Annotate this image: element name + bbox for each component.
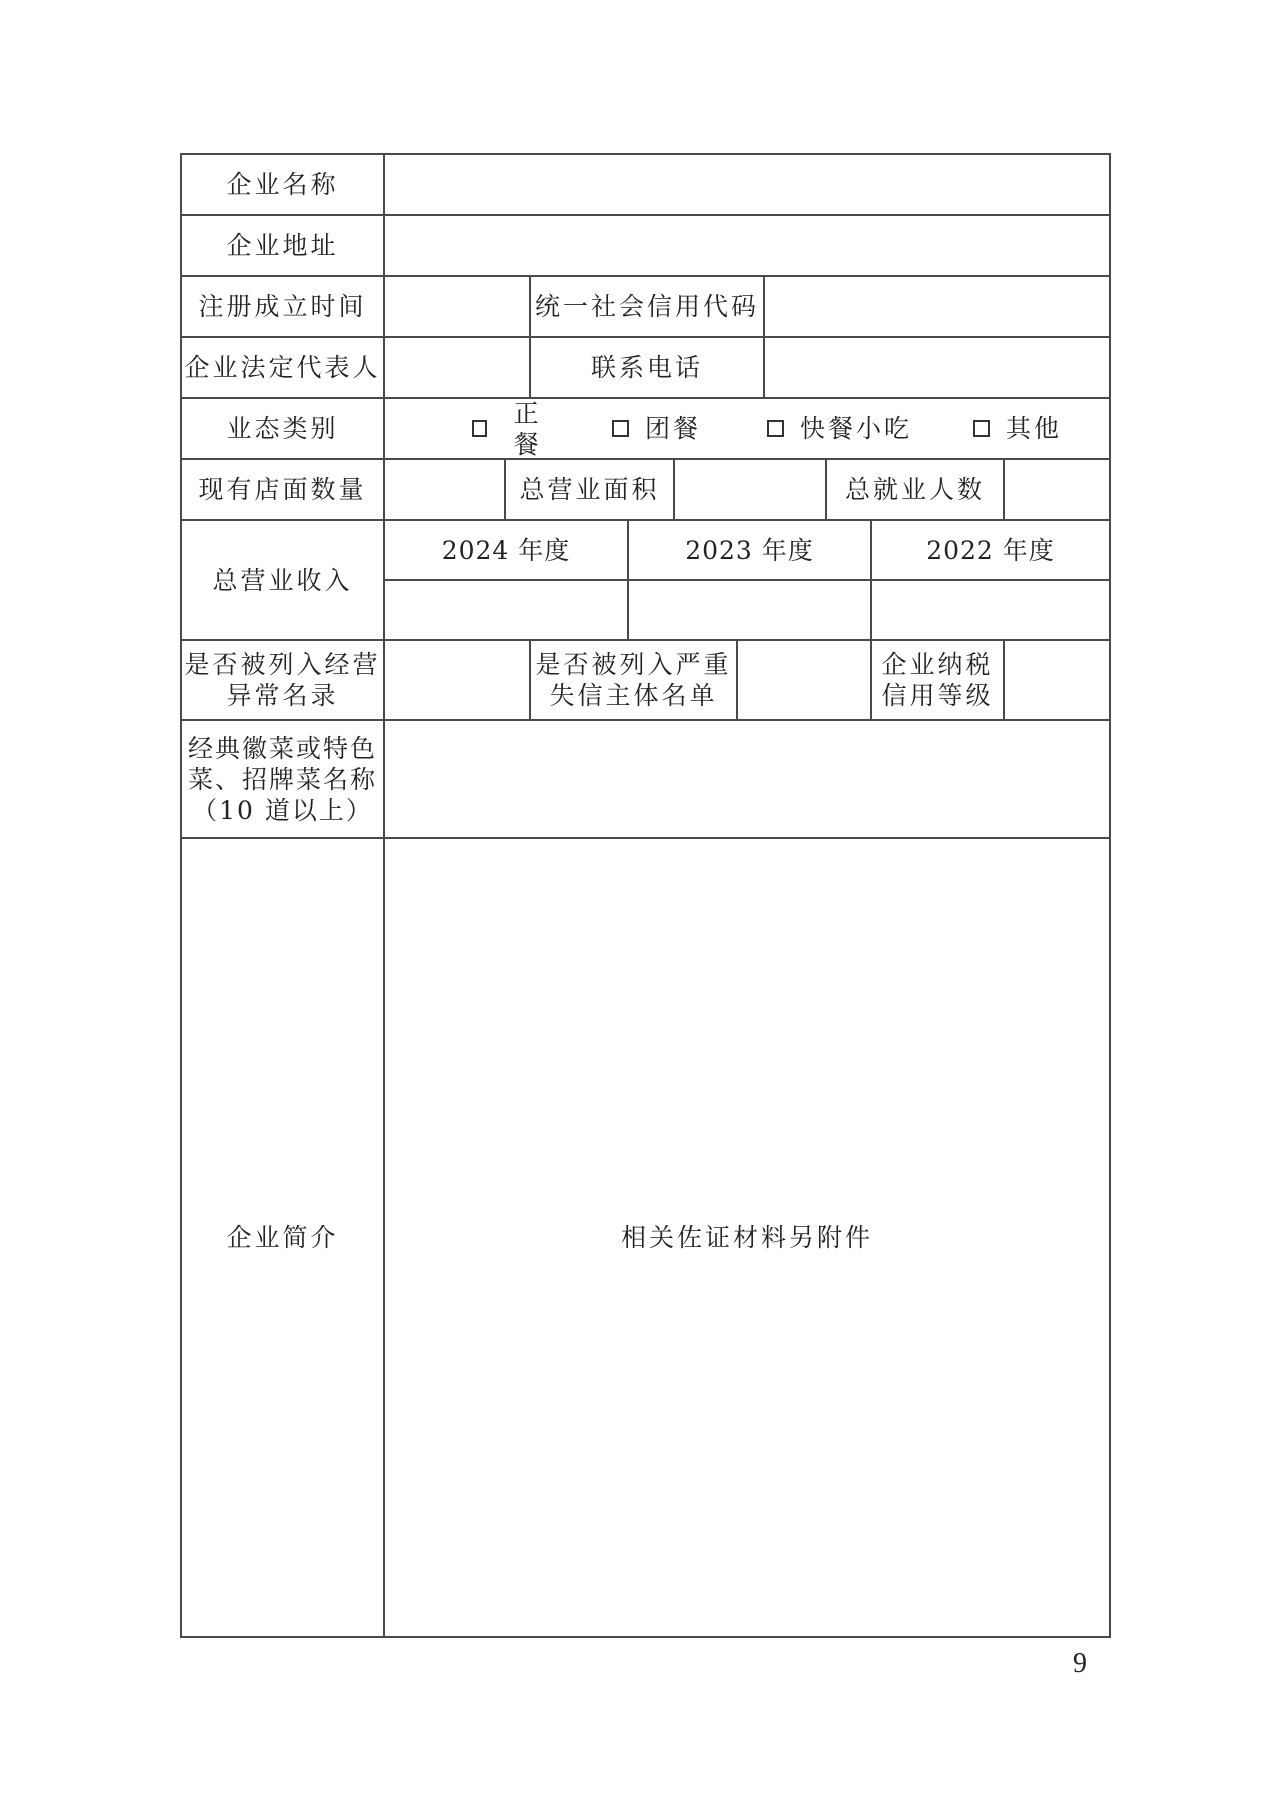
checkbox-icon[interactable] (767, 420, 784, 437)
phone-label: 联系电话 (590, 353, 703, 382)
option-zhengcan[interactable] (472, 399, 552, 458)
dishes-label (182, 721, 383, 837)
registration-time-value[interactable] (385, 277, 529, 336)
credit-code-value[interactable] (765, 277, 1109, 336)
checkbox-icon[interactable] (612, 420, 629, 437)
legal-rep-value[interactable] (385, 338, 529, 397)
abnormal-list-label (182, 641, 383, 719)
total-area-label: 总营业面积 (519, 475, 660, 504)
profile-note[interactable]: 相关佐证材料另附件 (620, 1223, 873, 1252)
store-count-value[interactable] (385, 460, 504, 519)
tax-credit-label-line2: 信用等级 (881, 681, 994, 710)
dishonest-list-label (531, 641, 736, 719)
tax-credit-value[interactable] (1005, 641, 1109, 719)
dishes-label-line2: 菜、招牌菜名称 (187, 764, 377, 794)
revenue-year-2023: 2023 年度 (685, 535, 814, 565)
profile-label: 企业简介 (226, 1223, 339, 1252)
option-label: 正餐 (513, 398, 542, 459)
business-type-label: 业态类别 (226, 414, 339, 443)
credit-code-label: 统一社会信用代码 (534, 292, 759, 321)
abnormal-list-label-line1: 是否被列入经营 (184, 650, 381, 679)
revenue-label: 总营业收入 (212, 565, 353, 595)
tax-credit-label-line1: 企业纳税 (881, 650, 994, 679)
dishes-value[interactable] (385, 721, 1109, 837)
option-label: 其他 (1006, 414, 1063, 443)
dishonest-list-label-line1: 是否被列入严重 (535, 650, 732, 679)
revenue-year-2024: 2024 年度 (441, 535, 571, 565)
abnormal-list-label-line2: 异常名录 (226, 681, 339, 710)
dishes-label-line1: 经典徽菜或特色 (187, 733, 377, 763)
option-tuancan[interactable] (612, 399, 712, 458)
dishes-label-line3: （10 道以上） (192, 795, 373, 825)
company-name-value[interactable] (385, 155, 1109, 214)
option-kuaican[interactable] (767, 399, 927, 458)
revenue-value-2023[interactable] (629, 581, 870, 639)
option-label: 快餐小吃 (800, 414, 913, 443)
legal-rep-label: 企业法定代表人 (184, 353, 381, 382)
store-count-label: 现有店面数量 (198, 475, 367, 504)
page-number: 9 (1073, 1648, 1087, 1679)
total-employees-value[interactable] (1005, 460, 1109, 519)
option-label: 团餐 (645, 414, 702, 443)
option-qita[interactable] (973, 399, 1083, 458)
tax-credit-label (872, 641, 1003, 719)
abnormal-list-value[interactable] (385, 641, 529, 719)
company-address-value[interactable] (385, 216, 1109, 275)
checkbox-icon[interactable] (973, 420, 990, 437)
registration-time-label: 注册成立时间 (198, 292, 367, 321)
dishonest-list-label-line2: 失信主体名单 (549, 681, 718, 710)
company-name-label: 企业名称 (226, 170, 339, 199)
total-employees-label: 总就业人数 (844, 475, 985, 504)
dishonest-list-value[interactable] (738, 641, 870, 719)
revenue-value-2022[interactable] (872, 581, 1109, 639)
checkbox-icon[interactable] (472, 420, 487, 437)
revenue-year-2022: 2022 年度 (926, 535, 1055, 565)
company-address-label: 企业地址 (226, 231, 339, 260)
phone-value[interactable] (765, 338, 1109, 397)
revenue-value-2024[interactable] (385, 581, 627, 639)
total-area-value[interactable] (675, 460, 825, 519)
